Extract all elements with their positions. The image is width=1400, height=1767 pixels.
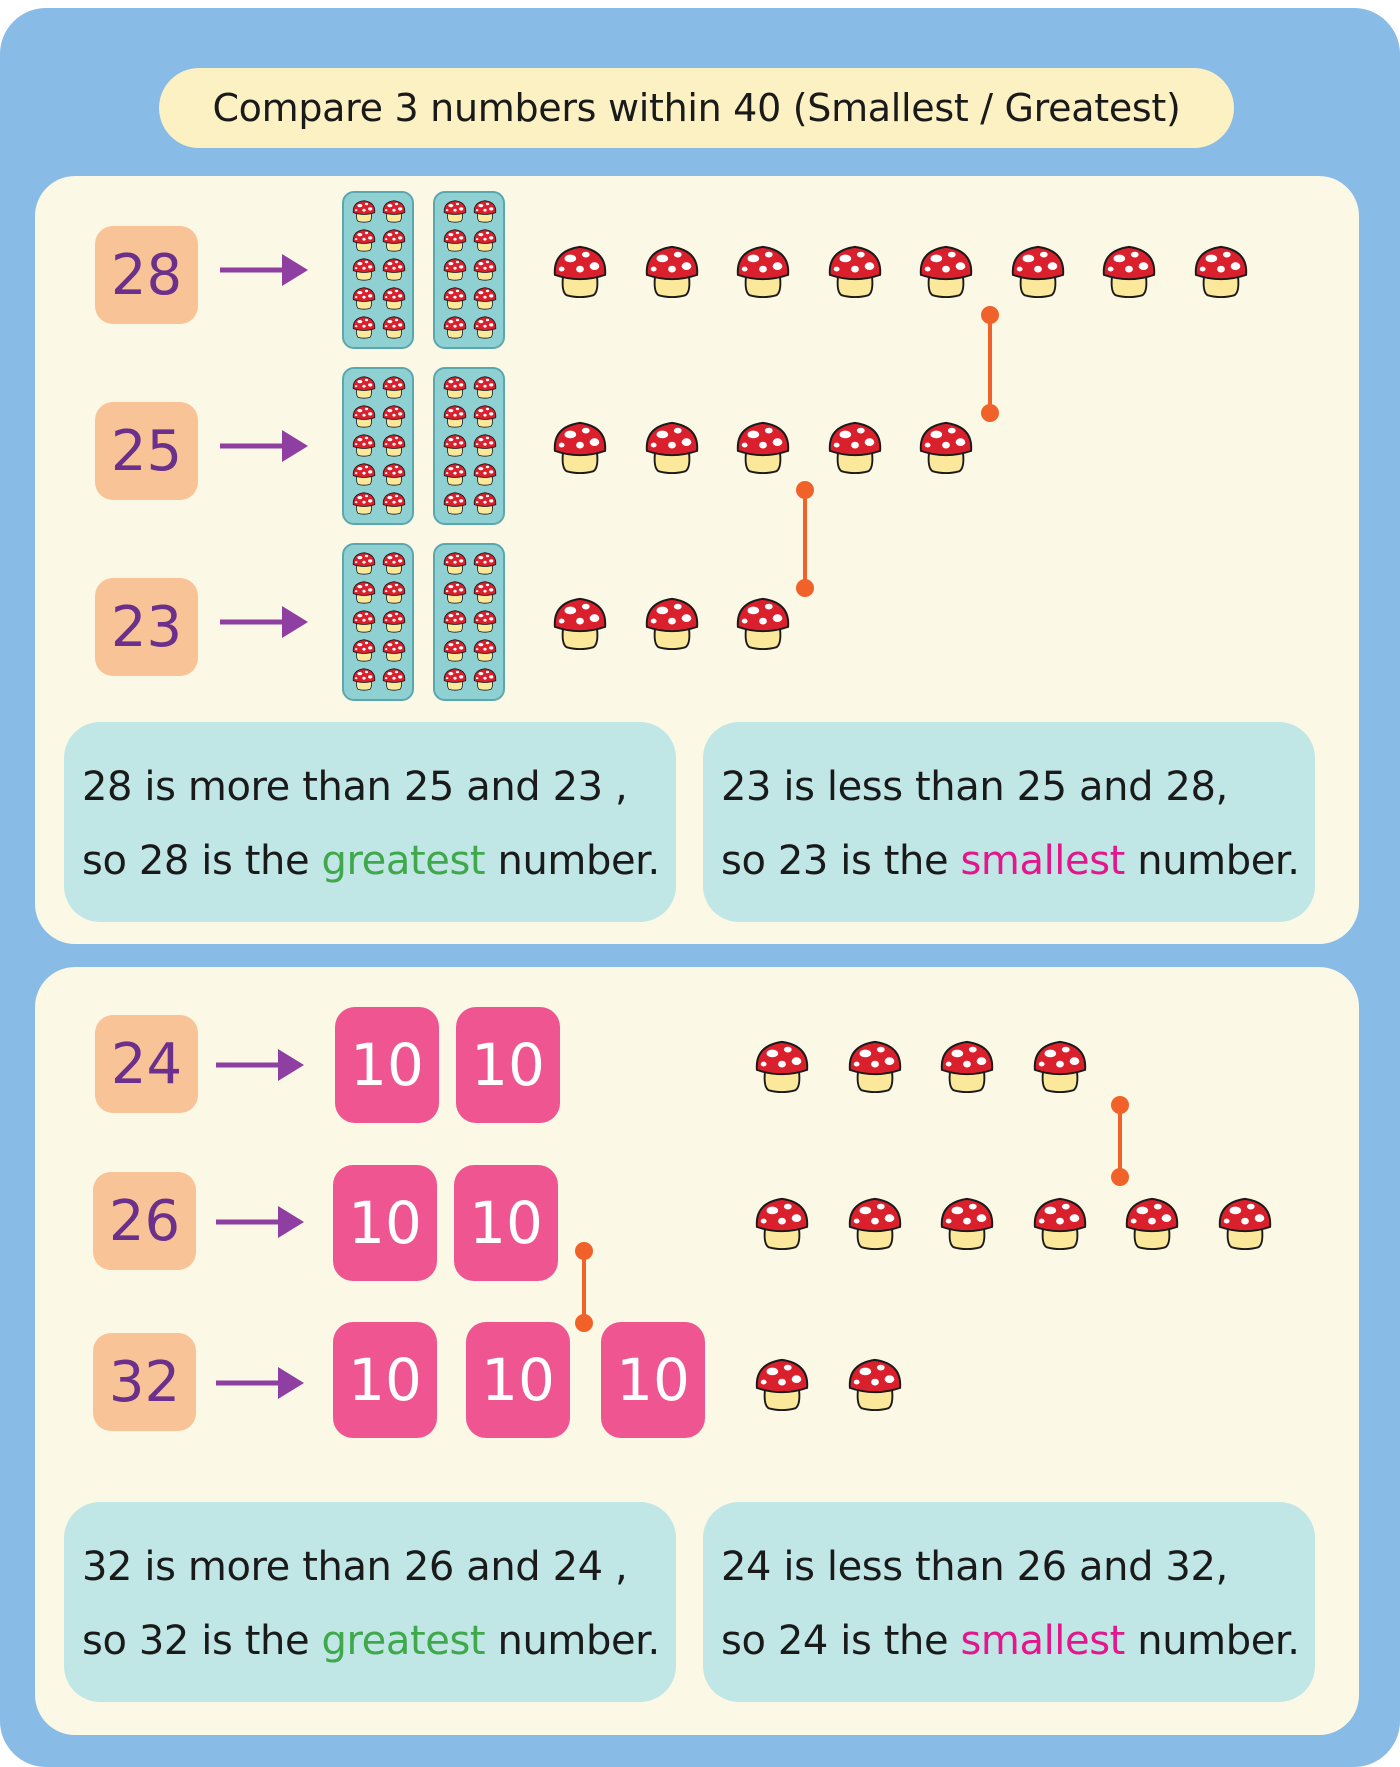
note-line: 24 is less than 26 and 32, <box>721 1544 1228 1590</box>
mushroom-icon <box>381 257 407 281</box>
mushroom-icon <box>1100 243 1158 299</box>
mushroom-icon <box>1192 243 1250 299</box>
mushroom-icon <box>381 551 407 575</box>
mushroom-icon <box>917 419 975 475</box>
mushroom-icon <box>351 199 377 223</box>
mushroom-icon <box>472 551 498 575</box>
note-text: so 23 is the <box>721 838 961 884</box>
mushroom-icon <box>472 667 498 691</box>
mushroom-icon <box>351 315 377 339</box>
number-badge-23: 23 <box>95 578 198 676</box>
mushroom-icon <box>734 595 792 651</box>
mushroom-icon <box>442 286 468 310</box>
mushroom-icon <box>846 1038 904 1094</box>
ten-mushroom-rod <box>433 367 505 525</box>
page-title: Compare 3 numbers within 40 (Smallest / Greatest) <box>159 68 1234 148</box>
mushroom-icon <box>351 375 377 399</box>
ten-card: 10 <box>335 1007 439 1123</box>
mushroom-icon <box>1031 1038 1089 1094</box>
mushroom-icon <box>351 228 377 252</box>
greatest-note-bottom <box>64 1502 676 1702</box>
mushroom-icon <box>442 551 468 575</box>
mushroom-icon <box>1031 1195 1089 1251</box>
mushroom-icon <box>643 595 701 651</box>
mushroom-icon <box>643 243 701 299</box>
right-arrow-icon <box>214 1363 306 1403</box>
note-text: number. <box>1124 1618 1300 1664</box>
mushroom-icon <box>442 315 468 339</box>
note-text: so 28 is the <box>82 838 322 884</box>
smallest-note-bottom <box>703 1502 1315 1702</box>
connector-26-32 <box>569 1236 599 1338</box>
mushroom-icon <box>442 638 468 662</box>
mushroom-icon <box>351 433 377 457</box>
number-badge-25: 25 <box>95 402 198 500</box>
mushroom-icon <box>442 228 468 252</box>
mushroom-icon <box>442 404 468 428</box>
mushroom-icon <box>351 286 377 310</box>
right-arrow-icon <box>214 1045 306 1085</box>
mushroom-icon <box>381 286 407 310</box>
mushroom-icon <box>472 404 498 428</box>
ten-card: 10 <box>601 1322 705 1438</box>
mushroom-icon <box>381 433 407 457</box>
mushroom-icon <box>472 491 498 515</box>
ten-card: 10 <box>456 1007 560 1123</box>
ten-mushroom-rod <box>342 191 414 349</box>
mushroom-icon <box>472 257 498 281</box>
mushroom-icon <box>381 404 407 428</box>
mushroom-icon <box>472 228 498 252</box>
mushroom-icon <box>472 462 498 486</box>
mushroom-icon <box>381 580 407 604</box>
mushroom-icon <box>351 580 377 604</box>
mushroom-icon <box>753 1038 811 1094</box>
note-text: so 32 is the <box>82 1618 322 1664</box>
right-arrow-icon <box>218 250 310 290</box>
mushroom-icon <box>381 228 407 252</box>
mushroom-icon <box>753 1356 811 1412</box>
mushroom-icon <box>846 1195 904 1251</box>
mushroom-icon <box>442 491 468 515</box>
number-badge-26: 26 <box>93 1172 196 1270</box>
mushroom-icon <box>351 404 377 428</box>
note-line <box>721 1604 1300 1678</box>
mushroom-icon <box>734 243 792 299</box>
mushroom-icon <box>826 243 884 299</box>
mushroom-icon <box>846 1356 904 1412</box>
mushroom-icon <box>753 1195 811 1251</box>
mushroom-icon <box>351 491 377 515</box>
mushroom-icon <box>442 609 468 633</box>
mushroom-icon <box>351 551 377 575</box>
note-line <box>82 1604 658 1678</box>
note-line <box>721 824 1300 898</box>
ten-card: 10 <box>466 1322 570 1438</box>
mushroom-icon <box>826 419 884 475</box>
mushroom-icon <box>442 462 468 486</box>
note-line <box>82 824 658 898</box>
mushroom-icon <box>381 375 407 399</box>
note-line: 32 is more than 26 and 24 , <box>82 1544 628 1590</box>
greatest-word: greatest <box>321 1618 486 1664</box>
right-arrow-icon <box>218 602 310 642</box>
mushroom-icon <box>1216 1195 1274 1251</box>
mushroom-icon <box>351 257 377 281</box>
mushroom-icon <box>381 315 407 339</box>
mushroom-icon <box>442 257 468 281</box>
mushroom-icon <box>938 1038 996 1094</box>
ten-mushroom-rod <box>433 543 505 701</box>
ten-mushroom-rod <box>342 367 414 525</box>
mushroom-icon <box>381 462 407 486</box>
right-arrow-icon <box>218 426 310 466</box>
greatest-word: greatest <box>321 838 486 884</box>
mushroom-icon <box>381 609 407 633</box>
right-arrow-icon <box>214 1202 306 1242</box>
mushroom-icon <box>442 667 468 691</box>
mushroom-icon <box>351 667 377 691</box>
smallest-word: smallest <box>960 838 1125 884</box>
smallest-word: smallest <box>960 1618 1125 1664</box>
note-text: number. <box>1124 838 1300 884</box>
mushroom-icon <box>442 199 468 223</box>
mushroom-icon <box>351 462 377 486</box>
mushroom-icon <box>472 375 498 399</box>
mushroom-icon <box>381 638 407 662</box>
connector-25-23 <box>790 475 820 603</box>
mushroom-icon <box>381 491 407 515</box>
mushroom-icon <box>551 243 609 299</box>
ten-card: 10 <box>454 1165 558 1281</box>
connector-24-26 <box>1105 1090 1135 1192</box>
ten-mushroom-rod <box>433 191 505 349</box>
mushroom-icon <box>938 1195 996 1251</box>
mushroom-icon <box>472 433 498 457</box>
ten-card: 10 <box>333 1322 437 1438</box>
ten-mushroom-rod <box>342 543 414 701</box>
number-badge-24: 24 <box>95 1015 198 1113</box>
note-text: so 24 is the <box>721 1618 961 1664</box>
mushroom-icon <box>442 580 468 604</box>
number-badge-28: 28 <box>95 226 198 324</box>
smallest-note-top <box>703 722 1315 922</box>
greatest-note-top <box>64 722 676 922</box>
mushroom-icon <box>472 609 498 633</box>
note-text: number. <box>485 838 660 884</box>
mushroom-icon <box>351 638 377 662</box>
mushroom-icon <box>917 243 975 299</box>
mushroom-icon <box>551 419 609 475</box>
mushroom-icon <box>472 580 498 604</box>
note-line: 28 is more than 25 and 23 , <box>82 764 628 810</box>
mushroom-icon <box>551 595 609 651</box>
mushroom-icon <box>472 315 498 339</box>
number-badge-32: 32 <box>93 1333 196 1431</box>
mushroom-icon <box>1009 243 1067 299</box>
mushroom-icon <box>734 419 792 475</box>
mushroom-icon <box>472 199 498 223</box>
mushroom-icon <box>351 609 377 633</box>
mushroom-icon <box>381 199 407 223</box>
connector-28-25 <box>975 300 1005 428</box>
mushroom-icon <box>1123 1195 1181 1251</box>
mushroom-icon <box>643 419 701 475</box>
ten-card: 10 <box>333 1165 437 1281</box>
note-line: 23 is less than 25 and 28, <box>721 764 1228 810</box>
mushroom-icon <box>442 375 468 399</box>
note-text: number. <box>485 1618 660 1664</box>
mushroom-icon <box>381 667 407 691</box>
mushroom-icon <box>442 433 468 457</box>
mushroom-icon <box>472 286 498 310</box>
mushroom-icon <box>472 638 498 662</box>
